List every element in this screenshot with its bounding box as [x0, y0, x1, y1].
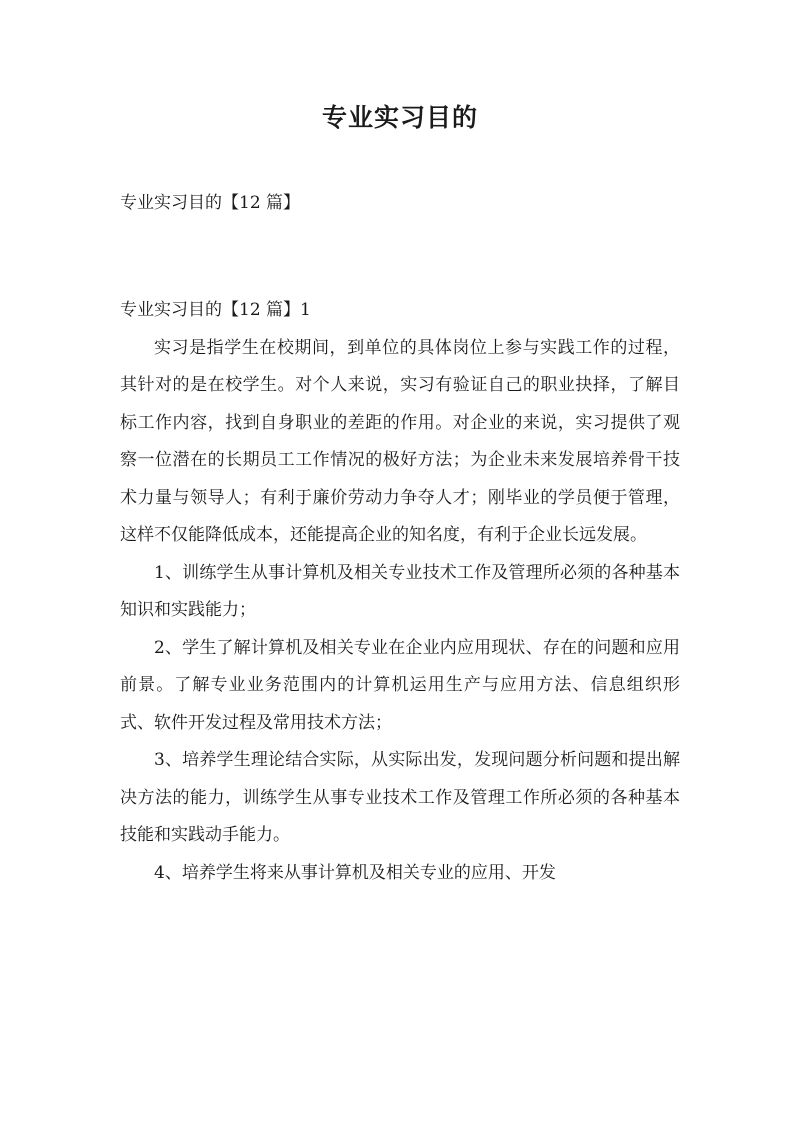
section-heading: 专业实习目的【12 篇】1	[120, 300, 311, 320]
document-subtitle: 专业实习目的【12 篇】	[120, 193, 301, 213]
paragraph-item-3: 3、培养学生理论结合实际，从实际出发，发现问题分析问题和提出解决方法的能力，训练学生从事专业技术工作及管理工作所必须的各种基本技能和实践动手能力。	[120, 750, 680, 845]
document-body	[120, 292, 680, 892]
paragraph-item-4: 4、培养学生将来从事计算机及相关专业的应用、开发	[154, 862, 556, 883]
page-title: 专业实习目的	[321, 103, 478, 132]
paragraph-item-1: 1、训练学生从事计算机及相关专业技术工作及管理所必须的各种基本知识和实践能力；	[120, 562, 680, 620]
paragraph-intro: 实习是指学生在校期间，到单位的具体岗位上参与实践工作的过程，其针对的是在校学生。对个人来说，实习有验证自己的职业抉择，了解目标工作内容，找到自身职业的差距的作用。对企业的来说，实习提供了观察一位潜在的长期员工工作情况的极好方法；为企业未来发展培养骨干技术力量与领导人；有利于廉价劳动力争夺人才；刚毕业的学员便于管理，这样不仅能降低成本，还能提高企业的知名度，有利于企业长远发展。	[120, 337, 680, 545]
paragraph-item-2: 2、学生了解计算机及相关专业在企业内应用现状、存在的问题和应用前景。了解专业业务范围内的计算机运用生产与应用方法、信息组织形式、软件开发过程及常用技术方法；	[120, 637, 680, 733]
